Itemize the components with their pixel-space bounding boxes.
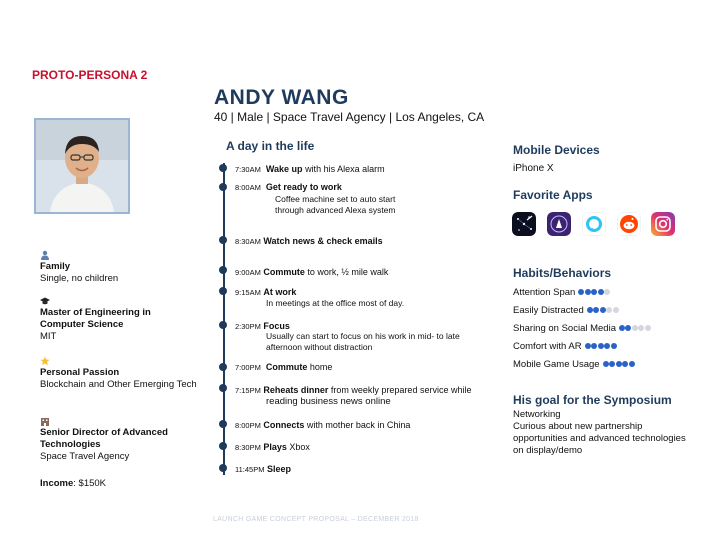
rating-dot <box>598 343 604 349</box>
footer-text: LAUNCH GAME CONCEPT PROPOSAL – DECEMBER 2018 <box>213 516 419 523</box>
timeline-detail: Coffee machine set to auto start <box>275 194 396 204</box>
income-line <box>40 478 106 490</box>
timeline-dot <box>219 464 227 472</box>
rating-dot <box>598 289 604 295</box>
timeline-detail: Usually can start to focus on his work in mid- to late <box>266 331 460 341</box>
alexa-app-icon[interactable] <box>582 212 606 236</box>
goal-text <box>513 409 686 457</box>
habit-rating <box>578 287 611 298</box>
income-label: Income <box>40 478 74 489</box>
rating-dot <box>616 361 622 367</box>
timeline-item: 2:30PM Focus <box>235 321 290 331</box>
star-icon <box>40 356 50 366</box>
job-title-2: Technologies <box>40 439 101 450</box>
family-title: Family <box>40 261 71 272</box>
habit-rating <box>585 341 618 352</box>
habit-rating <box>619 323 652 334</box>
timeline-dot <box>219 236 227 244</box>
education-block <box>40 296 151 343</box>
job-block <box>40 416 168 463</box>
timeline-heading: A day in the life <box>226 139 315 153</box>
reddit-app-icon[interactable] <box>617 212 641 236</box>
apps-heading: Favorite Apps <box>513 188 593 202</box>
rating-dot <box>604 289 610 295</box>
timeline-dot <box>219 266 227 274</box>
rating-dot <box>632 325 638 331</box>
rating-dot <box>585 289 591 295</box>
rating-dot <box>613 307 619 313</box>
job-value: Space Travel Agency <box>40 451 130 462</box>
proto-persona-label: PROTO-PERSONA 2 <box>32 68 148 82</box>
timeline-dot <box>219 420 227 428</box>
goal-heading: His goal for the Symposium <box>513 393 672 407</box>
rating-dot <box>604 343 610 349</box>
rating-dot <box>625 325 631 331</box>
rating-dot <box>591 289 597 295</box>
timeline-item: 8:00AM Get ready to work <box>235 182 342 192</box>
family-block <box>40 250 118 285</box>
education-title-2: Computer Science <box>40 319 124 330</box>
rating-dot <box>585 343 591 349</box>
timeline-dot <box>219 442 227 450</box>
timeline-item: 8:30AM Watch news & check emails <box>235 236 383 246</box>
persona-photo <box>34 118 130 214</box>
habit-label: Sharing on Social Media <box>513 323 616 335</box>
rating-dot <box>603 361 609 367</box>
education-title-1: Master of Engineering in <box>40 307 151 318</box>
goal-line: opportunities and advanced technologies <box>513 433 686 444</box>
devices-value: iPhone X <box>513 163 554 174</box>
habit-row <box>513 287 611 298</box>
rating-dot <box>622 361 628 367</box>
persona-name: ANDY WANG <box>214 86 349 109</box>
goal-line: Curious about new partnership <box>513 421 643 432</box>
habit-row <box>513 323 651 334</box>
rating-dot <box>638 325 644 331</box>
persona-subtitle: 40 | Male | Space Travel Agency | Los Angeles, CA <box>214 110 485 124</box>
timeline-item: 8:30PM Plays Xbox <box>235 442 310 452</box>
rating-dot <box>591 343 597 349</box>
habit-label: Easily Distracted <box>513 305 584 317</box>
habit-rating <box>587 305 620 316</box>
timeline-dot <box>219 384 227 392</box>
passion-block <box>40 356 197 391</box>
habit-row <box>513 359 635 370</box>
job-title-1: Senior Director of Advanced <box>40 427 168 438</box>
timeline-item: 7:30AM Wake up with his Alexa alarm <box>235 164 385 174</box>
timeline-dot <box>219 321 227 329</box>
graduation-cap-icon <box>40 296 50 306</box>
timeline-dot <box>219 164 227 172</box>
sky-guide-app-icon[interactable] <box>547 212 571 236</box>
education-value: MIT <box>40 331 57 342</box>
rating-dot <box>609 361 615 367</box>
rating-dot <box>645 325 651 331</box>
rating-dot <box>629 361 635 367</box>
family-value: Single, no children <box>40 273 119 284</box>
rating-dot <box>619 325 625 331</box>
rating-dot <box>593 307 599 313</box>
timeline-dot <box>219 363 227 371</box>
timeline-detail: In meetings at the office most of day. <box>266 298 405 308</box>
instagram-app-icon[interactable] <box>651 212 675 236</box>
rating-dot <box>611 343 617 349</box>
timeline-item: 8:00PM Connects with mother back in China <box>235 420 411 430</box>
income-value: : $150K <box>73 478 107 489</box>
rating-dot <box>578 289 584 295</box>
habit-label: Comfort with AR <box>513 341 582 353</box>
timeline-item: 9:00AM Commute to work, ½ mile walk <box>235 267 389 277</box>
rating-dot <box>600 307 606 313</box>
habit-label: Mobile Game Usage <box>513 359 600 371</box>
timeline-detail: reading business news online <box>266 396 391 407</box>
habit-label: Attention Span <box>513 287 576 299</box>
habits-heading: Habits/Behaviors <box>513 266 612 280</box>
timeline-detail: through advanced Alexa system <box>275 205 396 215</box>
timeline-detail: afternoon without distraction <box>266 342 373 352</box>
person-icon <box>40 250 50 260</box>
passion-value: Blockchain and Other Emerging Tech <box>40 379 197 390</box>
star-chart-app-icon[interactable] <box>512 212 536 236</box>
timeline-item: 7:15PM Reheats dinner from weekly prepared service while <box>235 385 472 395</box>
habit-rating <box>603 359 636 370</box>
timeline-dot <box>219 183 227 191</box>
timeline-line <box>223 163 225 475</box>
timeline-item: 9:15AM At work <box>235 287 297 297</box>
rating-dot <box>606 307 612 313</box>
goal-line: on display/demo <box>513 445 583 456</box>
habit-row <box>513 341 617 352</box>
office-building-icon <box>40 416 50 426</box>
timeline-item: 7:00PM Commute home <box>235 362 333 372</box>
timeline-dot <box>219 287 227 295</box>
habit-row <box>513 305 619 316</box>
rating-dot <box>587 307 593 313</box>
devices-heading: Mobile Devices <box>513 143 600 157</box>
goal-line: Networking <box>513 409 561 420</box>
timeline-item: 11:45PM Sleep <box>235 464 291 474</box>
passion-title: Personal Passion <box>40 367 120 378</box>
